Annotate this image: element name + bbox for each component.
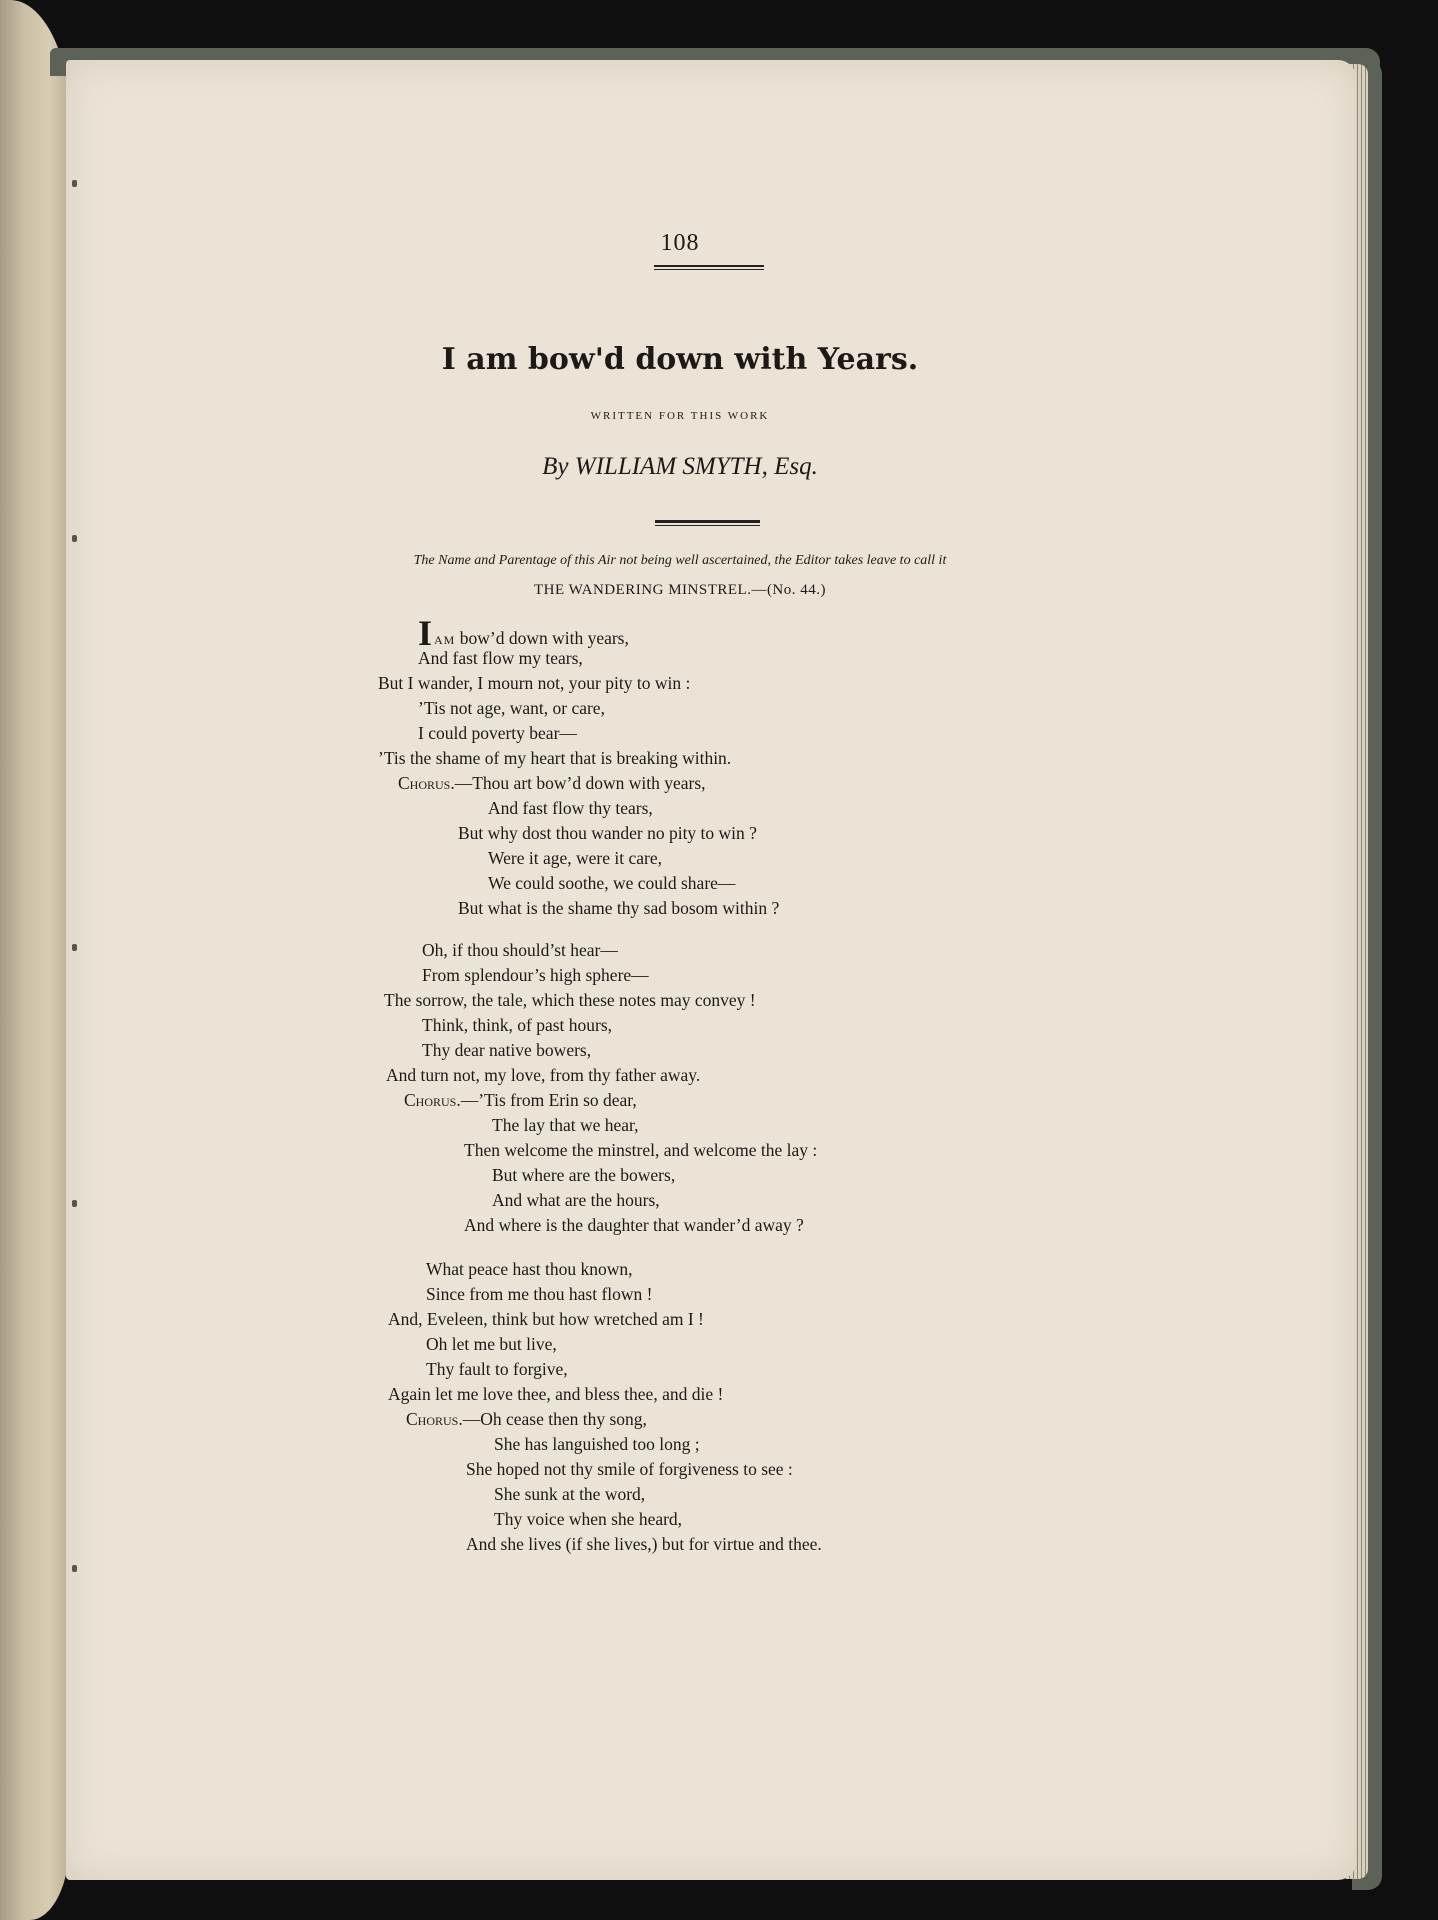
poem-line: Thy voice when she heard,: [494, 1509, 683, 1529]
chorus-label: Chorus.: [404, 1090, 461, 1110]
poem-line-first: [418, 613, 629, 653]
poem-line: And turn not, my love, from thy father away.: [386, 1065, 701, 1085]
chorus-line: [404, 1088, 637, 1112]
air-name: THE WANDERING MINSTREL.—(No. 44.): [533, 582, 827, 598]
poem-line: Since from me thou hast flown !: [426, 1284, 653, 1304]
poem-line: She hoped not thy smile of forgiveness to see :: [466, 1459, 793, 1479]
author-byline: By WILLIAM SMYTH, Esq.: [542, 453, 818, 480]
poem-line: ’Tis not age, want, or care,: [418, 698, 605, 718]
poem-line: And, Eveleen, think but how wretched am I !: [388, 1309, 704, 1329]
poem-line: But what is the shame thy sad bosom within ?: [458, 898, 780, 918]
poem-line: Then welcome the minstrel, and welcome the lay :: [464, 1140, 818, 1160]
poem-line: But where are the bowers,: [492, 1165, 676, 1185]
poem-line: And where is the daughter that wander’d away ?: [464, 1215, 804, 1235]
poem-line: She sunk at the word,: [494, 1484, 646, 1504]
poem-line: The lay that we hear,: [492, 1115, 639, 1135]
poem-line: But I wander, I mourn not, your pity to win :: [378, 673, 691, 693]
intro-note: The Name and Parentage of this Air not being well ascertained, the Editor takes leave to call it: [413, 553, 947, 568]
drop-cap: I: [418, 613, 433, 653]
page-number: 108: [660, 230, 700, 256]
poem-line: Oh, if thou should’st hear—: [422, 940, 618, 960]
poem-line: We could soothe, we could share—: [488, 873, 736, 893]
chorus-line: [398, 771, 706, 795]
subtitle: WRITTEN FOR THIS WORK: [590, 410, 770, 422]
poem-line: Were it age, were it care,: [488, 848, 662, 868]
poem-line: Thy dear native bowers,: [422, 1040, 592, 1060]
poem-line: Think, think, of past hours,: [422, 1015, 613, 1035]
chorus-text: —’Tis from Erin so dear,: [460, 1090, 637, 1110]
first-word-caps: AM: [434, 633, 456, 647]
poem-line: And fast flow thy tears,: [488, 798, 653, 818]
poem-line: And she lives (if she lives,) but for virtue and thee.: [466, 1534, 822, 1554]
chorus-text: —Thou art bow’d down with years,: [454, 773, 706, 793]
poem-line: And fast flow my tears,: [418, 648, 583, 668]
poem-line: And what are the hours,: [492, 1190, 660, 1210]
poem-line: I could poverty bear—: [418, 723, 577, 743]
poem-line: Oh let me but live,: [426, 1334, 557, 1354]
poem-line: The sorrow, the tale, which these notes may convey !: [384, 990, 756, 1010]
chorus-label: Chorus.: [406, 1409, 463, 1429]
chorus-text: —Oh cease then thy song,: [462, 1409, 647, 1429]
poem-line: But why dost thou wander no pity to win ?: [458, 823, 757, 843]
chorus-line: [406, 1407, 647, 1431]
poem-line: Thy fault to forgive,: [426, 1359, 568, 1379]
poem-line: She has languished too long ;: [494, 1434, 700, 1454]
poem-line: Again let me love thee, and bless thee, and die !: [388, 1384, 724, 1404]
poem-line: From splendour’s high sphere—: [422, 965, 649, 985]
first-line-rest: bow’d down with years,: [455, 628, 629, 648]
title-rule: [655, 520, 760, 526]
poem-line: What peace hast thou known,: [426, 1259, 633, 1279]
chorus-label: Chorus.: [398, 773, 455, 793]
poem-line: ’Tis the shame of my heart that is breaking within.: [378, 748, 732, 768]
page-number-rule: [654, 265, 764, 270]
poem-title: I am bow'd down with Years.: [441, 342, 919, 377]
